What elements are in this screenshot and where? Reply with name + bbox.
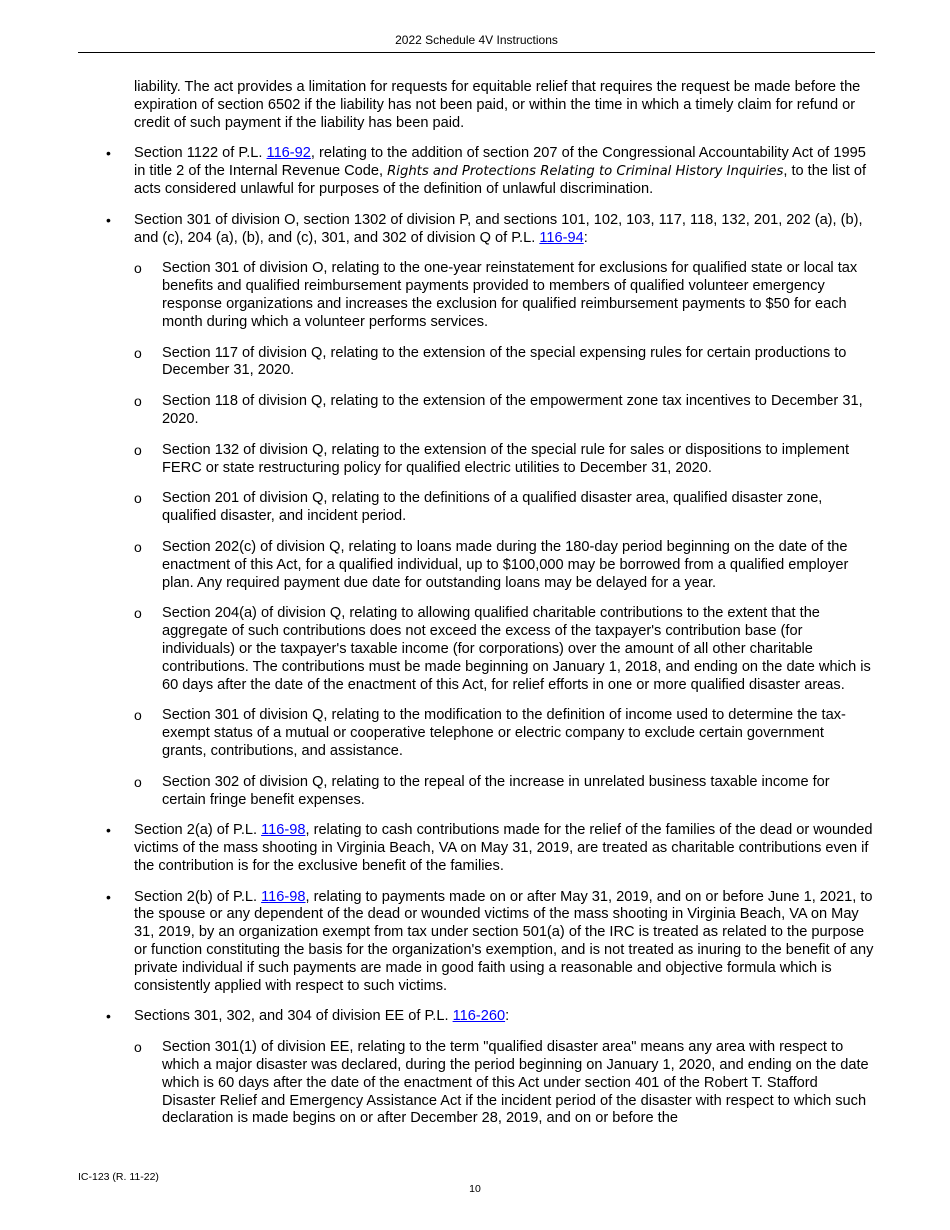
bullet-text: , relating to cash contributions made for the relief of the families of the dead or wounded victims of the mass shooting in Virginia Beach, VA on May 31, 2019, are treated as charitable contributions even if the contribution is for the exclusive benefit of the families.	[134, 822, 873, 874]
bullet-text: , to the list of acts considered unlawful for purposes of the definition of unlawful discrimination.	[134, 163, 867, 197]
sub-item	[134, 1039, 872, 1128]
document-body	[0, 79, 950, 1141]
sub-text: Section 118 of division Q, relating to the extension of the empowerment zone tax incentives to December 31, 2020.	[162, 393, 863, 427]
continuation-paragraph: liability. The act provides a limitation for requests for equitable relief that requires the request be made before the expiration of section 6502 if the liability has not been paid, or within the time in which a timely claim for refund or credit of such payment if the liability has been paid.	[134, 79, 861, 131]
link-116-98[interactable]: 116-98	[261, 822, 306, 839]
sub-marker: o	[134, 605, 142, 622]
italic-act-title: Rights and Protections Relating to Criminal History Inquiries	[387, 164, 784, 180]
sub-item	[134, 260, 872, 331]
bullet-item-1122	[106, 145, 874, 198]
sub-marker: o	[134, 260, 142, 277]
form-identifier: IC-123 (R. 11-22)	[78, 1171, 159, 1183]
bullet-item-116-260	[106, 1008, 874, 1026]
sub-item	[134, 490, 872, 526]
bullet-marker: •	[106, 211, 111, 228]
sub-text: Section 204(a) of division Q, relating to allowing qualified charitable contributions to the extent that the aggregate of such contributions does not exceed the excess of the taxpayer's contribution base (for individuals) or the taxpayer's taxable income (for corporations) over the amount of all other charitable contributions. The contributions must be made beginning on January 1, 2018, and ending on the date which is 60 days after the date of the enactment of this Act, for relief efforts in one or more qualified disaster areas.	[162, 605, 871, 693]
bullet-text: Section 2(b) of P.L.	[134, 888, 262, 905]
bullet-text: , relating to the addition of section 207 of the Congressional Accountability Act of 1995 in title 2 of the Internal Revenue Code,	[134, 145, 866, 180]
sub-marker: o	[134, 441, 142, 458]
bullet-text: Section 1122 of P.L.	[134, 145, 267, 162]
bullet-text: Section 2(a) of P.L.	[134, 822, 262, 839]
sub-text: Section 301 of division O, relating to the one-year reinstatement for exclusions for qualified state or local tax benefits and qualified reimbursement payments provided to members of qualified volunteer emergency response organizations and increases the exclusion for qualified reimbursement payments to $50 for each month during which a volunteer performs services.	[162, 260, 858, 330]
bullet-marker: •	[106, 1008, 111, 1025]
bullet-item-116-98-a	[106, 822, 874, 875]
sub-marker: o	[134, 490, 142, 507]
sub-text: Section 132 of division Q, relating to the extension of the special rule for sales or dispositions to implement FERC or state restructuring policy for qualified electric utilities to December 31, 2020.	[162, 441, 850, 476]
sub-item	[134, 538, 872, 592]
bullet-text: Sections 301, 302, and 304 of division EE of P.L.	[134, 1008, 453, 1025]
bullet-marker: •	[106, 822, 111, 839]
sub-item	[134, 707, 872, 760]
header-rule	[78, 52, 875, 53]
link-116-94[interactable]: 116-94	[539, 229, 584, 246]
bullet-marker: •	[106, 145, 111, 162]
page-number: 10	[469, 1183, 481, 1195]
sub-marker: o	[134, 707, 142, 724]
sub-item	[134, 344, 872, 381]
page-header: 2022 Schedule 4V Instructions	[395, 33, 558, 47]
bullet-item-116-94	[106, 211, 874, 248]
sub-marker: o	[134, 344, 142, 361]
sub-item	[134, 441, 872, 478]
sub-item	[134, 773, 872, 810]
link-116-98[interactable]: 116-98	[261, 888, 306, 905]
bullet-text: :	[505, 1008, 510, 1025]
sub-marker: o	[134, 773, 142, 790]
bullet-text: , relating to payments made on or after May 31, 2019, and on or before June 1, 2021, to the spouse or any dependent of the dead or wounded victims of the mass shooting in Virginia Beach, VA on May 31, 2019, by an organization exempt from tax under section 501(a) of the IRC is treated as related to the purpose or function constituting the basis for the organization's exemption, and is not treated as inuring to the benefit of any private individual if such payments are made in good faith using a reasonable and objective formula which is consistently applied with respect to such victims.	[134, 888, 874, 994]
sub-text: Section 202(c) of division Q, relating to loans made during the 180-day period beginning on the date of the enactment of this Act, for a qualified individual, up to $100,000 may be borrowed from a qualified employer plan. Any required payment due date for outstanding loans may be delayed for a year.	[162, 538, 849, 591]
sub-text: Section 301 of division Q, relating to the modification to the definition of income used to determine the tax-exempt status of a mutual or cooperative telephone or electric company to exclude certain government grants, contributions, and assistance.	[162, 707, 846, 759]
sub-text: Section 302 of division Q, relating to the repeal of the increase in unrelated business taxable income for certain fringe benefit expenses.	[162, 773, 830, 808]
link-116-92[interactable]: 116-92	[266, 145, 311, 162]
sub-marker: o	[134, 393, 142, 410]
bullet-text: Section 301 of division O, section 1302 of division P, and sections 101, 102, 103, 117, 118, 132, 201, 202 (a), (b), and (c), 204 (a), (b), and (c), 301, and 302 of division Q of P.L.	[134, 211, 863, 246]
bullet-text: :	[583, 229, 588, 246]
sub-text: Section 301(1) of division EE, relating to the term "qualified disaster area" means any area with respect to which a major disaster was declared, during the period beginning on January 1, 2020, and ending on the date which is 60 days after the date of the enactment of this Act under section 401 of the Robert T. Stafford Disaster Relief and Emergency Assistance Act if the incident period of the disaster with respect to which such declaration is made begins on or after December 28, 2019, and on or before the	[162, 1039, 869, 1127]
sub-marker: o	[134, 538, 142, 555]
bullet-marker: •	[106, 888, 111, 905]
sub-text: Section 117 of division Q, relating to the extension of the special expensing rules for certain productions to December 31, 2020.	[162, 344, 847, 379]
sub-text: Section 201 of division Q, relating to the definitions of a qualified disaster area, qualified disaster zone, qualified disaster, and incident period.	[162, 490, 823, 525]
sub-marker: o	[134, 1039, 142, 1056]
sub-item	[134, 393, 872, 429]
sub-item	[134, 605, 872, 694]
bullet-item-116-98-b	[106, 888, 874, 996]
link-116-260[interactable]: 116-260	[452, 1008, 506, 1025]
